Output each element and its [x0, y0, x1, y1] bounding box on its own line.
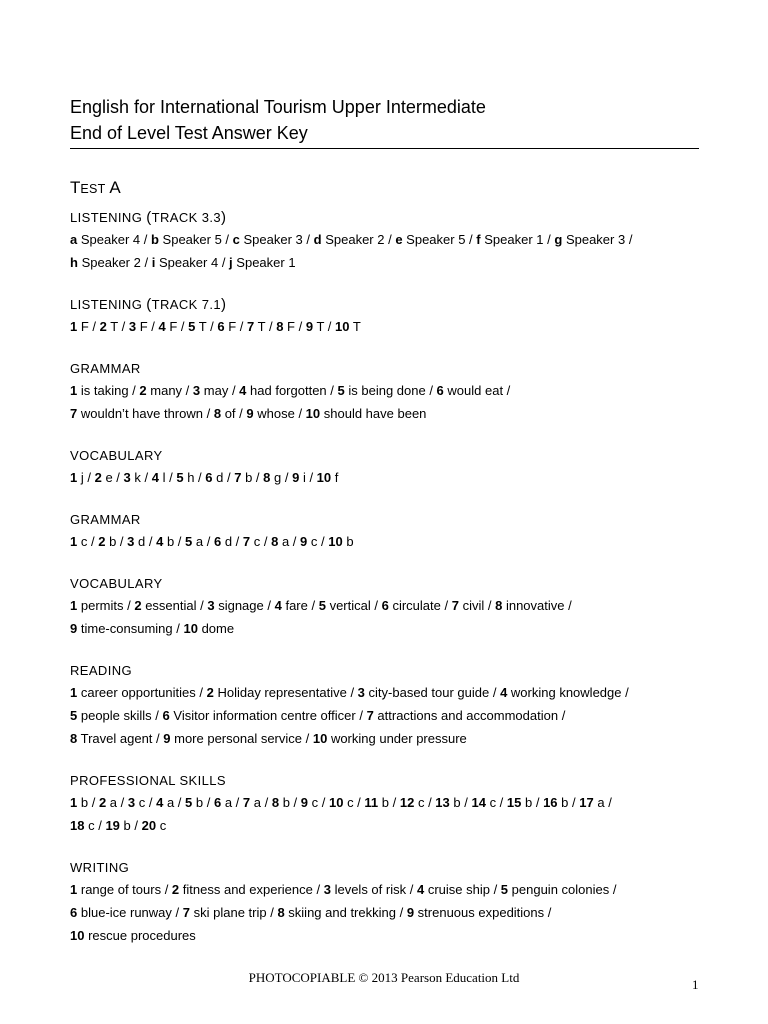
answer-text: c: [138, 795, 146, 810]
answer-text: Speaker 4: [158, 255, 219, 270]
answer-text: F: [169, 319, 178, 334]
answer-number: 5: [318, 598, 326, 613]
answer-number: 7: [242, 534, 251, 549]
answer-number: 9: [406, 905, 415, 920]
answer-text: a: [109, 795, 118, 810]
answer-number: 3: [127, 534, 135, 549]
answer-line: 6 blue-ice runway / 7 ski plane trip / 8 skiing and trekking / 9 strenuous expeditions /: [70, 905, 552, 920]
answer-text: b: [561, 795, 569, 810]
answer-section: [70, 358, 710, 425]
answer-line: h Speaker 2 / i Speaker 4 / j Speaker 1: [70, 255, 296, 270]
answer-text: F: [228, 319, 237, 334]
answer-line: 8 Travel agent / 9 more personal service / 10 working under pressure: [70, 731, 467, 746]
answer-number: 6: [213, 795, 222, 810]
section-title: VOCABULARY: [70, 576, 163, 591]
answer-text: Speaker 2: [81, 255, 141, 270]
answer-text: Speaker 5: [406, 232, 466, 247]
answer-number: 1: [70, 470, 78, 485]
answer-number: 10: [183, 621, 198, 636]
answer-text: g: [274, 470, 282, 485]
answer-text: dome: [201, 621, 235, 636]
answer-number: 9: [305, 319, 314, 334]
answer-number: 6: [70, 905, 78, 920]
answer-text: more personal service: [174, 731, 302, 746]
answer-section: [70, 660, 710, 750]
answer-text: a: [281, 534, 290, 549]
answer-number: 17: [579, 795, 594, 810]
answer-text: had forgotten: [250, 383, 327, 398]
answer-number: 3: [128, 319, 137, 334]
answer-number: 3: [323, 882, 331, 897]
answer-text: T: [352, 319, 361, 334]
answer-text: a: [224, 795, 233, 810]
answer-text: b: [195, 795, 204, 810]
answer-number: 9: [300, 795, 308, 810]
answer-text: k: [134, 470, 141, 485]
answer-text: levels of risk: [334, 882, 407, 897]
answer-text: Holiday representative: [217, 685, 347, 700]
answer-number: 3: [357, 685, 365, 700]
answer-number: 10: [70, 928, 85, 943]
answer-text: c: [253, 534, 261, 549]
answer-section: [70, 294, 710, 338]
answer-number: 7: [234, 470, 242, 485]
answer-number: 3: [123, 470, 131, 485]
answer-text: l: [162, 470, 166, 485]
answer-text: a: [195, 534, 204, 549]
document-subtitle: End of Level Test Answer Key: [70, 123, 308, 143]
answer-number: 4: [156, 534, 164, 549]
answer-text: T: [257, 319, 266, 334]
answer-text: strenuous expeditions: [417, 905, 545, 920]
section-title: GRAMMAR: [70, 361, 141, 376]
answer-number: 7: [366, 708, 374, 723]
answer-number: 7: [242, 795, 251, 810]
answer-number: 2: [99, 319, 107, 334]
answer-number: b: [150, 232, 159, 247]
answer-number: 7: [70, 406, 78, 421]
answer-text: b: [346, 534, 354, 549]
answer-text: c: [310, 534, 318, 549]
answer-text: signage: [218, 598, 264, 613]
answer-number: 1: [70, 882, 78, 897]
answer-line: 1 c / 2 b / 3 d / 4 b / 5 a / 6 d / 7 c / 8 a / 9 c / 10 b: [70, 534, 354, 549]
answer-number: 10: [316, 470, 332, 485]
answer-number: 10: [328, 534, 343, 549]
answer-number: 6: [205, 470, 213, 485]
answer-number: 18: [70, 818, 85, 833]
answer-line: 1 is taking / 2 many / 3 may / 4 had forgotten / 5 is being done / 6 would eat /: [70, 383, 511, 398]
answer-text: c: [311, 795, 319, 810]
answer-number: 5: [176, 470, 184, 485]
answer-number: 19: [105, 818, 120, 833]
answer-number: 4: [239, 383, 247, 398]
answer-number: 2: [98, 795, 107, 810]
answer-text: T: [198, 319, 207, 334]
section-title: GRAMMAR: [70, 512, 141, 527]
answer-number: 11: [364, 795, 379, 810]
test-heading: TEST A: [70, 178, 121, 197]
answer-number: 8: [276, 319, 284, 334]
answer-number: 5: [500, 882, 509, 897]
answer-text: c: [80, 534, 88, 549]
answer-text: b: [80, 795, 89, 810]
answer-number: 2: [94, 470, 102, 485]
answer-text: Travel agent: [80, 731, 153, 746]
answer-number: 8: [213, 406, 222, 421]
answer-text: Speaker 3: [243, 232, 303, 247]
answer-text: blue-ice runway: [80, 905, 172, 920]
answer-text: vertical: [329, 598, 371, 613]
answer-text: city-based tour guide: [368, 685, 490, 700]
answer-number: 5: [337, 383, 345, 398]
answer-number: 8: [495, 598, 503, 613]
answer-number: j: [229, 255, 233, 270]
answer-text: b: [166, 534, 175, 549]
answer-text: circulate: [392, 598, 441, 613]
answer-text: is taking: [80, 383, 129, 398]
answer-text: c: [417, 795, 425, 810]
section-title: READING: [70, 663, 133, 678]
answer-number: 4: [158, 319, 166, 334]
answer-number: 8: [263, 470, 271, 485]
answer-section: [70, 770, 710, 837]
answer-number: 6: [381, 598, 389, 613]
answer-number: 6: [213, 534, 222, 549]
answer-text: b: [525, 795, 533, 810]
answer-number: 20: [141, 818, 157, 833]
answer-number: 7: [451, 598, 459, 613]
answer-number: 4: [500, 685, 508, 700]
answer-number: 1: [70, 685, 78, 700]
answer-section: [70, 445, 710, 489]
answer-text: c: [159, 818, 167, 833]
page-number: 1: [692, 977, 699, 992]
answer-number: 10: [328, 795, 344, 810]
answer-line: 1 career opportunities / 2 Holiday representative / 3 city-based tour guide / 4 working knowledge /: [70, 685, 629, 700]
answer-number: 4: [416, 882, 425, 897]
answer-number: 10: [305, 406, 321, 421]
answer-number: 6: [162, 708, 170, 723]
answer-number: 2: [134, 598, 142, 613]
answer-line: 1 j / 2 e / 3 k / 4 l / 5 h / 6 d / 7 b / 8 g / 9 i / 10 f: [70, 470, 339, 485]
answer-text: may: [203, 383, 229, 398]
answer-text: b: [381, 795, 390, 810]
answer-line: 1 F / 2 T / 3 F / 4 F / 5 T / 6 F / 7 T / 8 F / 9 T / 10 T: [70, 319, 361, 334]
answer-number: 1: [70, 383, 78, 398]
answer-text: essential: [145, 598, 197, 613]
answer-number: 7: [247, 319, 255, 334]
answer-line: 18 c / 19 b / 20 c: [70, 818, 167, 833]
answer-number: 2: [171, 882, 180, 897]
answer-number: 13: [435, 795, 450, 810]
answer-line: 7 wouldn’t have thrown / 8 of / 9 whose / 10 should have been: [70, 406, 427, 421]
answer-number: 4: [156, 795, 164, 810]
answer-text: skiing and trekking: [288, 905, 396, 920]
section-title: VOCABULARY: [70, 448, 163, 463]
answer-number: 9: [300, 534, 308, 549]
answer-number: 8: [277, 905, 285, 920]
answer-text: Speaker 2: [325, 232, 385, 247]
answer-text: permits: [80, 598, 124, 613]
answer-section: [70, 207, 710, 274]
answer-text: T: [316, 319, 325, 334]
answer-number: 2: [98, 534, 106, 549]
answer-line: 5 people skills / 6 Visitor information centre officer / 7 attractions and accommodation /: [70, 708, 566, 723]
answer-number: c: [232, 232, 240, 247]
answer-text: a: [166, 795, 175, 810]
answer-sections: [70, 207, 710, 967]
answer-number: 10: [312, 731, 328, 746]
section-title: LISTENING (TRACK 7.1): [70, 296, 227, 313]
answer-text: working knowledge: [510, 685, 622, 700]
answer-number: 1: [70, 534, 78, 549]
answer-text: c: [489, 795, 497, 810]
answer-number: f: [476, 232, 481, 247]
answer-number: 1: [70, 795, 78, 810]
answer-text: time-consuming: [80, 621, 173, 636]
answer-text: working under pressure: [330, 731, 467, 746]
answer-text: civil: [462, 598, 485, 613]
answer-text: Speaker 1: [484, 232, 544, 247]
answer-text: cruise ship: [427, 882, 490, 897]
answer-number: 2: [206, 685, 214, 700]
answer-number: 8: [70, 731, 78, 746]
answer-text: a: [597, 795, 605, 810]
section-title: PROFESSIONAL SKILLS: [70, 773, 226, 788]
answer-text: e: [105, 470, 113, 485]
answer-number: 9: [246, 406, 254, 421]
answer-text: b: [245, 470, 253, 485]
answer-section: [70, 857, 710, 947]
answer-line: [70, 924, 710, 947]
answer-number: g: [554, 232, 563, 247]
answer-number: 3: [127, 795, 136, 810]
answer-number: 7: [182, 905, 190, 920]
answer-number: 5: [70, 708, 78, 723]
section-title: WRITING: [70, 860, 130, 875]
answer-text: would eat: [447, 383, 504, 398]
answer-section: [70, 509, 710, 553]
answer-text: b: [123, 818, 131, 833]
answer-text: d: [224, 534, 233, 549]
answer-text: Speaker 4: [80, 232, 141, 247]
answer-number: 9: [70, 621, 78, 636]
answer-number: a: [70, 232, 78, 247]
answer-text: is being done: [348, 383, 426, 398]
answer-text: Visitor information centre officer: [173, 708, 356, 723]
answer-number: i: [151, 255, 156, 270]
answer-number: 8: [271, 795, 280, 810]
answer-section: [70, 573, 710, 640]
answer-number: 2: [139, 383, 147, 398]
answer-text: rescue procedures: [88, 928, 196, 943]
answer-number: 10: [335, 319, 350, 334]
answer-text: d: [216, 470, 224, 485]
answer-number: 6: [436, 383, 444, 398]
answer-text: ski plane trip: [193, 905, 267, 920]
answer-number: 5: [185, 795, 193, 810]
answer-text: h: [187, 470, 195, 485]
answer-number: 15: [506, 795, 522, 810]
answer-text: range of tours: [80, 882, 162, 897]
answer-line: a Speaker 4 / b Speaker 5 / c Speaker 3 / d Speaker 2 / e Speaker 5 / f Speaker 1 / g Speaker 3 /: [70, 232, 633, 247]
answer-text: fitness and experience: [182, 882, 313, 897]
answer-number: 14: [471, 795, 486, 810]
answer-text: d: [138, 534, 146, 549]
answer-number: 6: [217, 319, 225, 334]
answer-text: F: [287, 319, 295, 334]
answer-text: Speaker 5: [162, 232, 222, 247]
answer-line: 9 time-consuming / 10 dome: [70, 621, 235, 636]
answer-number: 12: [399, 795, 415, 810]
answer-text: whose: [257, 406, 295, 421]
answer-number: 1: [70, 598, 78, 613]
answer-text: b: [453, 795, 461, 810]
answer-number: 9: [292, 470, 300, 485]
answer-text: career opportunities: [80, 685, 196, 700]
answer-text: Speaker 3: [565, 232, 626, 247]
answer-text: b: [282, 795, 290, 810]
answer-text: penguin colonies: [511, 882, 610, 897]
answer-text: people skills: [80, 708, 152, 723]
answer-number: 3: [207, 598, 215, 613]
answer-text: c: [347, 795, 354, 810]
answer-number: 5: [185, 534, 193, 549]
answer-text: c: [88, 818, 95, 833]
answer-number: d: [313, 232, 322, 247]
answer-number: 4: [274, 598, 282, 613]
answer-text: should have been: [323, 406, 427, 421]
answer-text: Speaker 1: [236, 255, 296, 270]
answer-number: 8: [271, 534, 279, 549]
footer-copyright: PHOTOCOPIABLE © 2013 Pearson Education Ltd: [248, 970, 520, 985]
answer-text: F: [139, 319, 148, 334]
answer-text: of: [224, 406, 236, 421]
answer-number: 9: [163, 731, 171, 746]
section-title: LISTENING (TRACK 3.3): [70, 209, 227, 226]
answer-text: F: [80, 319, 89, 334]
answer-text: j: [80, 470, 84, 485]
answer-line: 1 b / 2 a / 3 c / 4 a / 5 b / 6 a / 7 a / 8 b / 9 c / 10 c / 11 b / 12 c / 13 b / 14 c / 15 b / 16 b / 17 a /: [70, 795, 612, 810]
title-block: [70, 94, 698, 149]
title-rule: [70, 148, 699, 149]
answer-text: fare: [285, 598, 308, 613]
answer-text: a: [253, 795, 261, 810]
answer-text: innovative: [505, 598, 565, 613]
answer-number: h: [70, 255, 78, 270]
document-title: English for International Tourism Upper Intermediate: [70, 97, 486, 117]
answer-text: wouldn’t have thrown: [80, 406, 203, 421]
answer-number: 16: [543, 795, 558, 810]
answer-text: many: [150, 383, 183, 398]
answer-number: 3: [192, 383, 201, 398]
answer-text: f: [334, 470, 339, 485]
answer-number: 5: [188, 319, 196, 334]
answer-line: 1 range of tours / 2 fitness and experience / 3 levels of risk / 4 cruise ship / 5 penguin colonies /: [70, 882, 617, 897]
answer-number: e: [395, 232, 403, 247]
answer-text: i: [302, 470, 306, 485]
answer-line: 1 permits / 2 essential / 3 signage / 4 fare / 5 vertical / 6 circulate / 7 civil / 8 innovative /: [70, 598, 572, 613]
answer-text: T: [110, 319, 118, 334]
answer-text: attractions and accommodation: [377, 708, 559, 723]
answer-text: b: [109, 534, 117, 549]
answer-number: 4: [151, 470, 159, 485]
answer-number: 1: [70, 319, 78, 334]
